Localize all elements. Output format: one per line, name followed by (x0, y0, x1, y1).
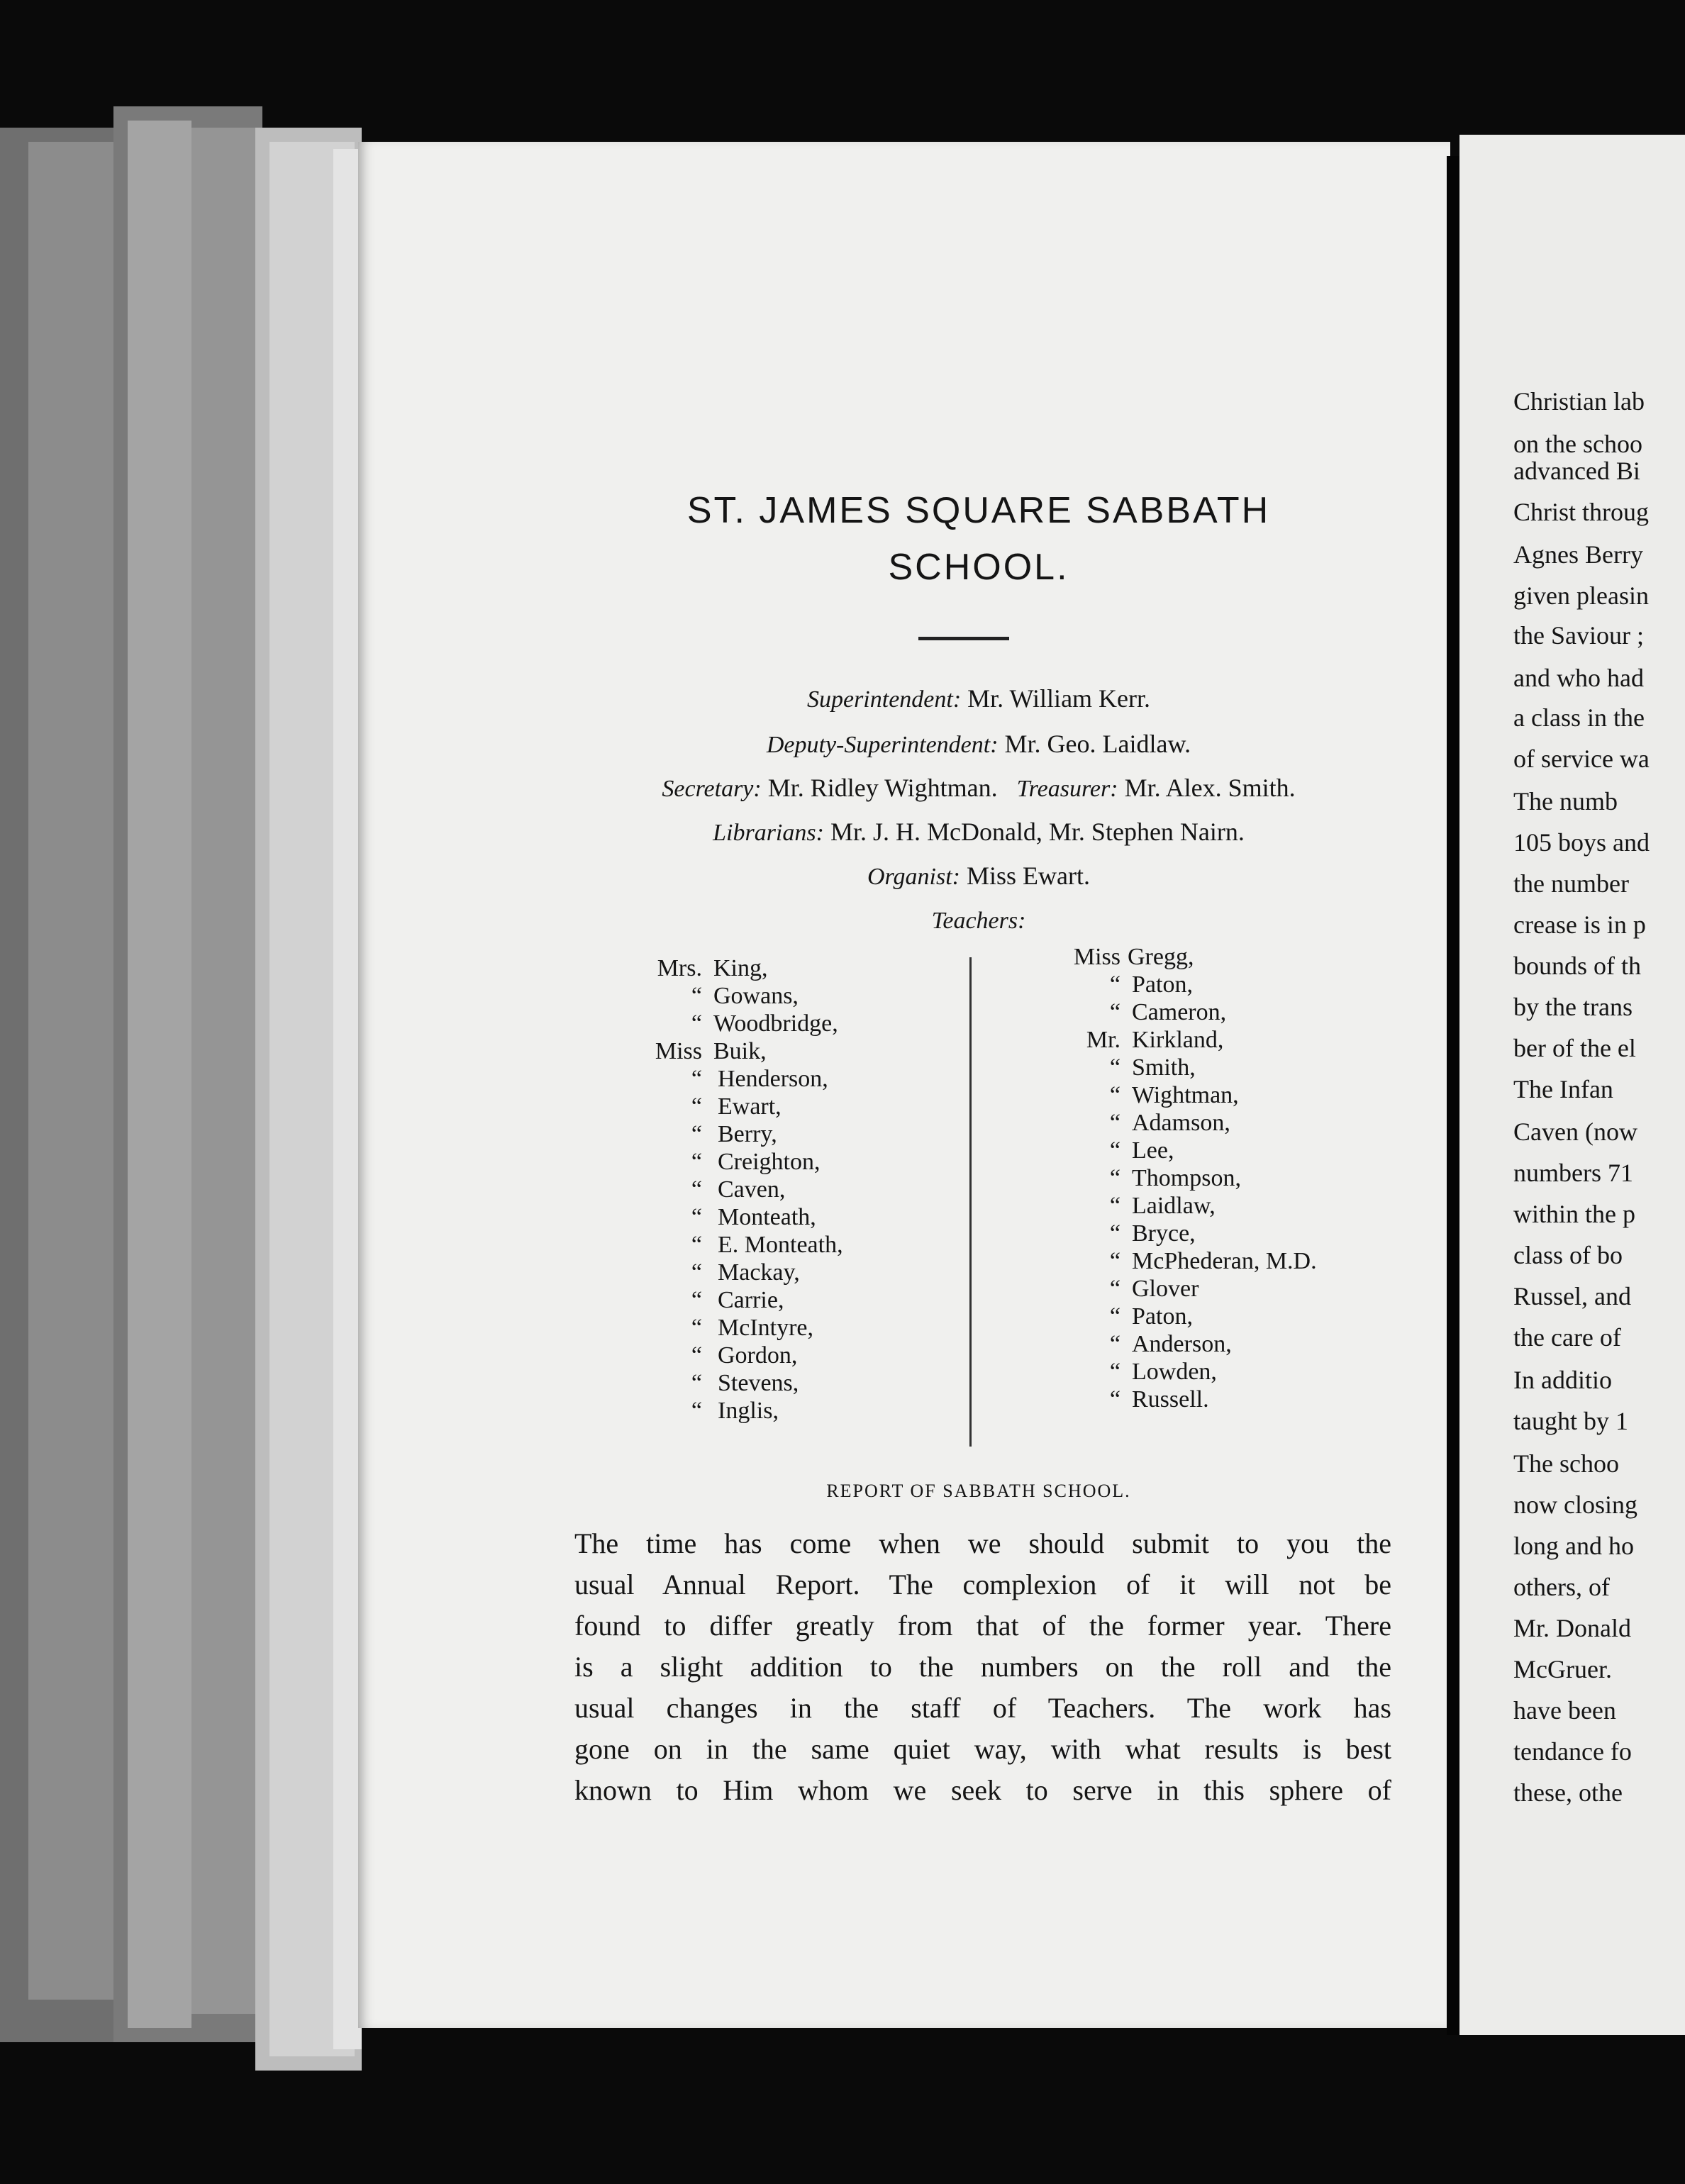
facing-line: the number (1513, 869, 1629, 898)
teacher-prefix: “ (691, 1066, 702, 1092)
teacher-name: Wightman, (1132, 1082, 1239, 1108)
teacher-prefix: Mr. (1086, 1027, 1120, 1053)
officer-name: Mr. William Kerr. (967, 684, 1151, 713)
teacher-prefix: “ (1109, 1331, 1120, 1357)
teacher-prefix: “ (1109, 1220, 1120, 1247)
teacher-prefix: “ (691, 1287, 702, 1313)
report-paragraph (574, 1523, 1391, 1811)
officer-name: Mr. Geo. Laidlaw. (1004, 730, 1191, 758)
facing-line: a class in the (1513, 703, 1645, 732)
teacher-name: Bryce, (1132, 1220, 1196, 1247)
facing-line: crease is in p (1513, 910, 1646, 939)
book-edge (28, 142, 113, 2000)
teacher-name: Stevens, (718, 1370, 799, 1396)
facing-line: tendance fo (1513, 1737, 1632, 1766)
facing-line: class of bo (1513, 1241, 1623, 1269)
facing-line: of service wa (1513, 745, 1650, 773)
teacher-prefix: “ (1109, 1165, 1120, 1191)
facing-line: Mr. Donald (1513, 1614, 1631, 1642)
teacher-name: Carrie, (718, 1287, 784, 1313)
teacher-prefix: Miss (655, 1038, 702, 1064)
facing-line: In additio (1513, 1366, 1612, 1394)
teacher-name: Adamson, (1132, 1110, 1230, 1136)
teacher-name: Inglis, (718, 1398, 779, 1424)
officer-role: Secretary: (662, 776, 762, 802)
facing-line: taught by 1 (1513, 1407, 1628, 1435)
officer-role: Librarians: (713, 820, 824, 846)
facing-line: Christian lab (1513, 387, 1645, 416)
teacher-name: Anderson, (1132, 1331, 1232, 1357)
teacher-name: Creighton, (718, 1149, 821, 1175)
officer-role: Organist: (867, 864, 960, 890)
officer-name: Mr. J. H. McDonald, Mr. Stephen Nairn. (830, 818, 1245, 846)
teacher-prefix: “ (691, 1149, 702, 1175)
report-line: found to differ greatly from that of the former year. There (574, 1610, 1391, 1642)
column-divider (969, 957, 972, 1447)
teacher-prefix: “ (1109, 1193, 1120, 1219)
page-stack-edge (333, 149, 362, 2049)
officer-organist (383, 861, 1574, 891)
facing-line: and who had (1513, 664, 1644, 692)
report-line: usual Annual Report. The complexion of it will not be (574, 1569, 1391, 1600)
facing-line: within the p (1513, 1200, 1635, 1228)
officer-librarians (383, 817, 1574, 847)
officer-name: Miss Ewart. (966, 862, 1090, 890)
officer-role-2: Treasurer: (1016, 776, 1118, 802)
teacher-name: Mackay, (718, 1259, 800, 1286)
teacher-name: Cameron, (1132, 999, 1227, 1025)
teacher-prefix: “ (1109, 1082, 1120, 1108)
teacher-name: Gowans, (713, 983, 799, 1009)
facing-line: The Infan (1513, 1075, 1613, 1103)
teacher-prefix: “ (1109, 1276, 1120, 1302)
teacher-name: E. Monteath, (718, 1232, 843, 1258)
officer-name-2: Mr. Alex. Smith. (1124, 774, 1296, 802)
facing-line: The numb (1513, 787, 1618, 815)
officer-name: Mr. Ridley Wightman. (767, 774, 998, 802)
facing-line: now closing (1513, 1491, 1637, 1519)
teacher-name: Russell. (1132, 1386, 1209, 1413)
teacher-prefix: “ (1109, 999, 1120, 1025)
facing-line: ber of the el (1513, 1034, 1636, 1062)
officer-role: Superintendent: (806, 686, 962, 713)
teacher-prefix: “ (1109, 1054, 1120, 1081)
teacher-name: Caven, (718, 1176, 786, 1203)
book-edge (128, 121, 191, 2028)
teacher-name: Paton, (1132, 1303, 1193, 1330)
report-line: gone on in the same quiet way, with what results is best (574, 1733, 1391, 1765)
report-line: The time has come when we should submit to you the (574, 1527, 1391, 1559)
report-heading: REPORT OF SABBATH SCHOOL. (826, 1481, 1131, 1501)
teacher-name: Glover (1132, 1276, 1199, 1302)
page-title-line-1: ST. JAMES SQUARE SABBATH (686, 490, 1271, 531)
report-line: known to Him whom we seek to serve in this sphere of (574, 1774, 1391, 1806)
teacher-name: Gordon, (718, 1342, 798, 1369)
teacher-prefix: “ (691, 1176, 702, 1203)
teacher-name: Woodbridge, (713, 1010, 838, 1037)
facing-line: long and ho (1513, 1532, 1634, 1560)
teacher-name: Buik, (713, 1038, 767, 1064)
teacher-name: Thompson, (1132, 1165, 1241, 1191)
facing-line: The schoo (1513, 1449, 1619, 1478)
teacher-prefix: Miss (1073, 944, 1120, 970)
teacher-name: Paton, (1132, 971, 1193, 998)
teacher-prefix: “ (691, 1232, 702, 1258)
title-rule (918, 637, 1009, 640)
officer-deputy-superintendent (383, 729, 1574, 759)
teacher-name: Berry, (718, 1121, 777, 1147)
officer-superintendent (383, 684, 1574, 713)
book-edge (191, 128, 262, 2014)
teacher-name: Laidlaw, (1132, 1193, 1216, 1219)
teacher-prefix: “ (1109, 971, 1120, 998)
facing-page (1459, 135, 1685, 2035)
teacher-name: King, (713, 955, 768, 981)
facing-line: Agnes Berry (1513, 540, 1643, 569)
officer-secretary-treasurer (383, 773, 1574, 803)
report-line: usual changes in the staff of Teachers. The work has (574, 1692, 1391, 1724)
facing-line: the Saviour ; (1513, 621, 1644, 650)
facing-line: Russel, and (1513, 1282, 1631, 1310)
facing-line: on the schoo (1513, 430, 1642, 458)
teacher-prefix: “ (691, 1204, 702, 1230)
facing-line: others, of (1513, 1573, 1610, 1601)
teacher-prefix: “ (691, 1398, 702, 1424)
teachers-heading-label: Teachers: (931, 908, 1026, 934)
facing-line: these, othe (1513, 1778, 1623, 1807)
teacher-name: Gregg, (1128, 944, 1194, 970)
teacher-prefix: “ (1109, 1359, 1120, 1385)
teacher-name: Henderson, (718, 1066, 828, 1092)
teacher-prefix: “ (1109, 1303, 1120, 1330)
teacher-prefix: “ (691, 1010, 702, 1037)
teacher-name: Lee, (1132, 1137, 1174, 1164)
teacher-prefix: “ (691, 1093, 702, 1120)
teacher-name: Kirkland, (1132, 1027, 1224, 1053)
teacher-prefix: “ (691, 1315, 702, 1341)
teacher-prefix: Mrs. (657, 955, 702, 981)
teacher-prefix: “ (1109, 1386, 1120, 1413)
facing-line: given pleasin (1513, 581, 1649, 610)
facing-line: Caven (now (1513, 1118, 1637, 1146)
facing-line: Christ throug (1513, 498, 1650, 526)
facing-line: by the trans (1513, 993, 1633, 1021)
teacher-prefix: “ (1109, 1137, 1120, 1164)
facing-line: have been (1513, 1696, 1616, 1725)
facing-line: advanced Bi (1513, 457, 1640, 485)
teacher-name: McIntyre, (718, 1315, 814, 1341)
teacher-name: McPhederan, M.D. (1132, 1248, 1317, 1274)
teacher-prefix: “ (691, 1121, 702, 1147)
facing-line: numbers 71 (1513, 1159, 1633, 1187)
officer-role: Deputy-Superintendent: (766, 732, 999, 758)
page-title-line-2: SCHOOL. (888, 547, 1069, 588)
facing-line: 105 boys and (1513, 828, 1650, 857)
teacher-prefix: “ (691, 983, 702, 1009)
teacher-name: Lowden, (1132, 1359, 1217, 1385)
teacher-name: Smith, (1132, 1054, 1196, 1081)
teacher-prefix: “ (691, 1342, 702, 1369)
facing-line: bounds of th (1513, 952, 1641, 980)
teachers-heading (383, 905, 1574, 935)
report-line: is a slight addition to the numbers on the roll and the (574, 1651, 1391, 1683)
teacher-prefix: “ (1109, 1248, 1120, 1274)
teacher-prefix: “ (691, 1259, 702, 1286)
teacher-name: Monteath, (718, 1204, 816, 1230)
facing-line: the care of (1513, 1323, 1621, 1352)
teacher-name: Ewart, (718, 1093, 782, 1120)
teacher-prefix: “ (1109, 1110, 1120, 1136)
facing-line: McGruer. (1513, 1655, 1612, 1683)
teacher-prefix: “ (691, 1370, 702, 1396)
